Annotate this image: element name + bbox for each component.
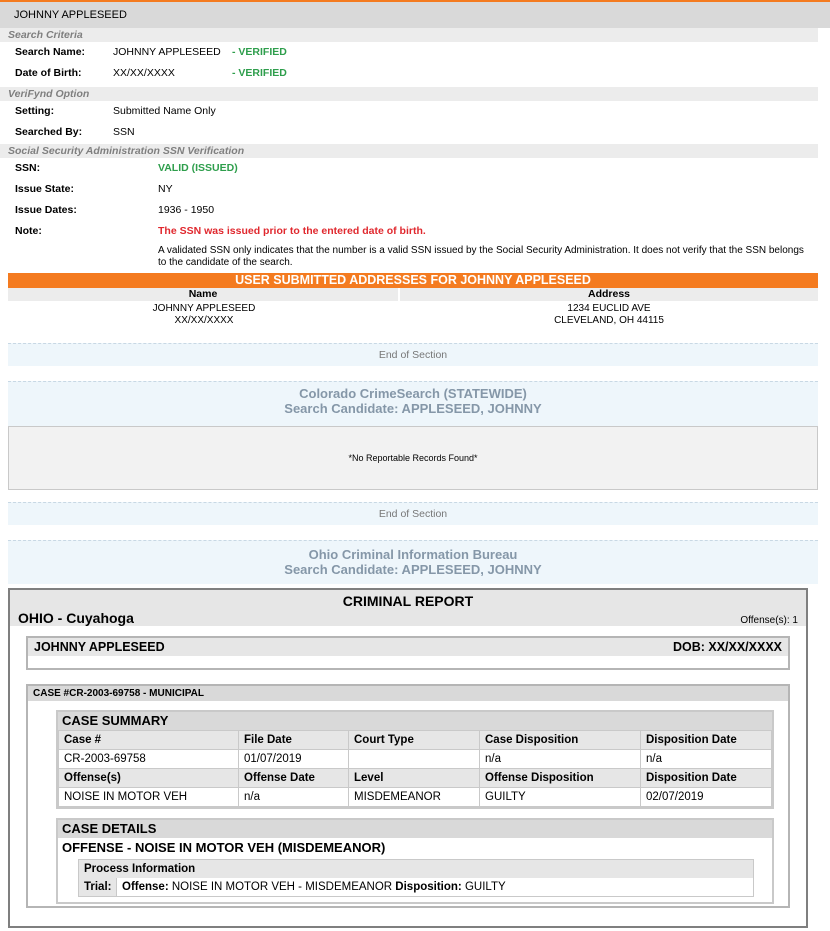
case-header: CASE #CR-2003-69758 - MUNICIPAL — [28, 686, 788, 701]
note-row — [0, 221, 830, 242]
table-row — [59, 788, 772, 807]
addresses-col-address: Address — [400, 288, 818, 301]
dob-value: XX/XX/XXXX — [113, 67, 175, 79]
end-of-section-2: End of Section — [8, 502, 818, 525]
table-cell: NOISE IN MOTOR VEH — [59, 788, 239, 807]
colorado-header — [8, 381, 818, 426]
subject-dob: DOB: XX/XX/XXXX — [672, 640, 782, 654]
colorado-results: *No Reportable Records Found* — [8, 426, 818, 490]
trial-detail — [117, 878, 506, 896]
table-cell: Level — [349, 769, 480, 788]
trial-disposition-value: GUILTY — [464, 881, 506, 893]
issue-state-value: NY — [158, 183, 173, 195]
dob-label: Date of Birth: — [15, 67, 82, 79]
case-summary-title: CASE SUMMARY — [58, 712, 772, 730]
searched-by-label: Searched By: — [15, 126, 83, 138]
table-row — [59, 750, 772, 769]
case-summary-table — [58, 730, 772, 807]
table-cell: n/a — [641, 750, 772, 769]
table-cell: Case Disposition — [480, 731, 641, 750]
ssn-label: SSN: — [15, 162, 41, 174]
trial-offense-label: Offense: — [122, 881, 169, 893]
issue-dates-label: Issue Dates: — [15, 204, 77, 216]
case-box — [26, 684, 790, 908]
colorado-title: Colorado CrimeSearch (STATEWIDE) — [299, 386, 527, 401]
table-cell: Offense Date — [239, 769, 349, 788]
search-name-row — [0, 42, 830, 63]
criminal-report — [8, 588, 808, 928]
page-title: JOHNNY APPLESEED — [0, 2, 830, 28]
ssn-disclaimer: A validated SSN only indicates that the number is a valid SSN issued by the Social Security Administration. It does not verify that the SSN belongs to the candidate of the search. — [158, 245, 804, 268]
issue-dates-value: 1936 - 1950 — [158, 204, 215, 216]
subject-box — [26, 636, 790, 670]
colorado-candidate: Search Candidate: APPLESEED, JOHNNY — [284, 401, 542, 416]
issue-state-label: Issue State: — [15, 183, 74, 195]
subject-header — [28, 638, 788, 656]
subject-name: JOHNNY APPLESEED — [34, 640, 165, 654]
table-cell: n/a — [239, 788, 349, 807]
table-cell: Court Type — [349, 731, 480, 750]
dob-status: - VERIFIED — [232, 67, 287, 79]
verifynd-heading: VeriFynd Option — [0, 87, 818, 101]
addresses-row — [8, 303, 818, 343]
table-cell: 02/07/2019 — [641, 788, 772, 807]
searched-by-value: SSN — [113, 126, 135, 138]
setting-label: Setting: — [15, 105, 55, 117]
table-cell: Disposition Date — [641, 731, 772, 750]
table-cell: CR-2003-69758 — [59, 750, 239, 769]
issue-dates-row — [0, 200, 830, 221]
addresses-bar: USER SUBMITTED ADDRESSES FOR JOHNNY APPLESEED — [8, 273, 818, 288]
table-cell: GUILTY — [480, 788, 641, 807]
searched-by-row — [0, 122, 830, 143]
trial-disposition-label: Disposition: — [395, 881, 462, 893]
search-name-value: JOHNNY APPLESEED — [113, 46, 221, 58]
note-value: The SSN was issued prior to the entered date of birth. — [158, 225, 426, 237]
dob-row — [0, 63, 830, 84]
table-cell: Offense Disposition — [480, 769, 641, 788]
trial-offense-value: NOISE IN MOTOR VEH - MISDEMEANOR — [171, 881, 393, 893]
case-details — [56, 818, 774, 904]
note-label: Note: — [15, 225, 42, 237]
addresses-col-name: Name — [8, 288, 398, 301]
table-row — [59, 731, 772, 750]
table-cell: File Date — [239, 731, 349, 750]
address-name-cell — [8, 303, 400, 343]
process-info-title: Process Information — [79, 860, 753, 878]
table-cell: Disposition Date — [641, 769, 772, 788]
address-dob: XX/XX/XXXX — [174, 315, 234, 326]
case-details-title: CASE DETAILS — [58, 820, 772, 838]
report-offense-count: Offense(s): 1 — [740, 615, 798, 626]
search-name-label: Search Name: — [15, 46, 86, 58]
report-header — [10, 590, 806, 626]
trial-row — [79, 878, 753, 896]
ohio-header — [8, 540, 818, 584]
ohio-candidate: Search Candidate: APPLESEED, JOHNNY — [284, 562, 542, 577]
table-cell: Case # — [59, 731, 239, 750]
search-criteria-heading: Search Criteria — [0, 28, 818, 42]
table-cell: 01/07/2019 — [239, 750, 349, 769]
ssa-heading: Social Security Administration SSN Verification — [0, 144, 818, 158]
setting-value: Submitted Name Only — [113, 105, 216, 117]
table-row — [59, 769, 772, 788]
address-name: JOHNNY APPLESEED — [152, 303, 256, 314]
issue-state-row — [0, 179, 830, 200]
report-county: OHIO - Cuyahoga — [18, 610, 134, 626]
case-summary — [56, 710, 774, 809]
setting-row — [0, 101, 830, 122]
addresses-header — [8, 288, 818, 301]
table-cell: Offense(s) — [59, 769, 239, 788]
address-street: 1234 EUCLID AVE — [567, 303, 651, 314]
report-title: CRIMINAL REPORT — [342, 593, 474, 609]
trial-label: Trial: — [79, 878, 117, 896]
address-cell — [400, 303, 818, 343]
offense-line: OFFENSE - NOISE IN MOTOR VEH (MISDEMEANOR) — [62, 840, 386, 855]
ohio-title: Ohio Criminal Information Bureau — [308, 547, 518, 562]
process-info — [78, 859, 754, 897]
table-cell — [349, 750, 480, 769]
table-cell: MISDEMEANOR — [349, 788, 480, 807]
ssn-row — [0, 158, 830, 179]
table-cell: n/a — [480, 750, 641, 769]
end-of-section-1: End of Section — [8, 343, 818, 366]
search-name-status: - VERIFIED — [232, 46, 287, 58]
ssn-value: VALID (ISSUED) — [158, 162, 238, 174]
address-city: CLEVELAND, OH 44115 — [554, 315, 664, 326]
